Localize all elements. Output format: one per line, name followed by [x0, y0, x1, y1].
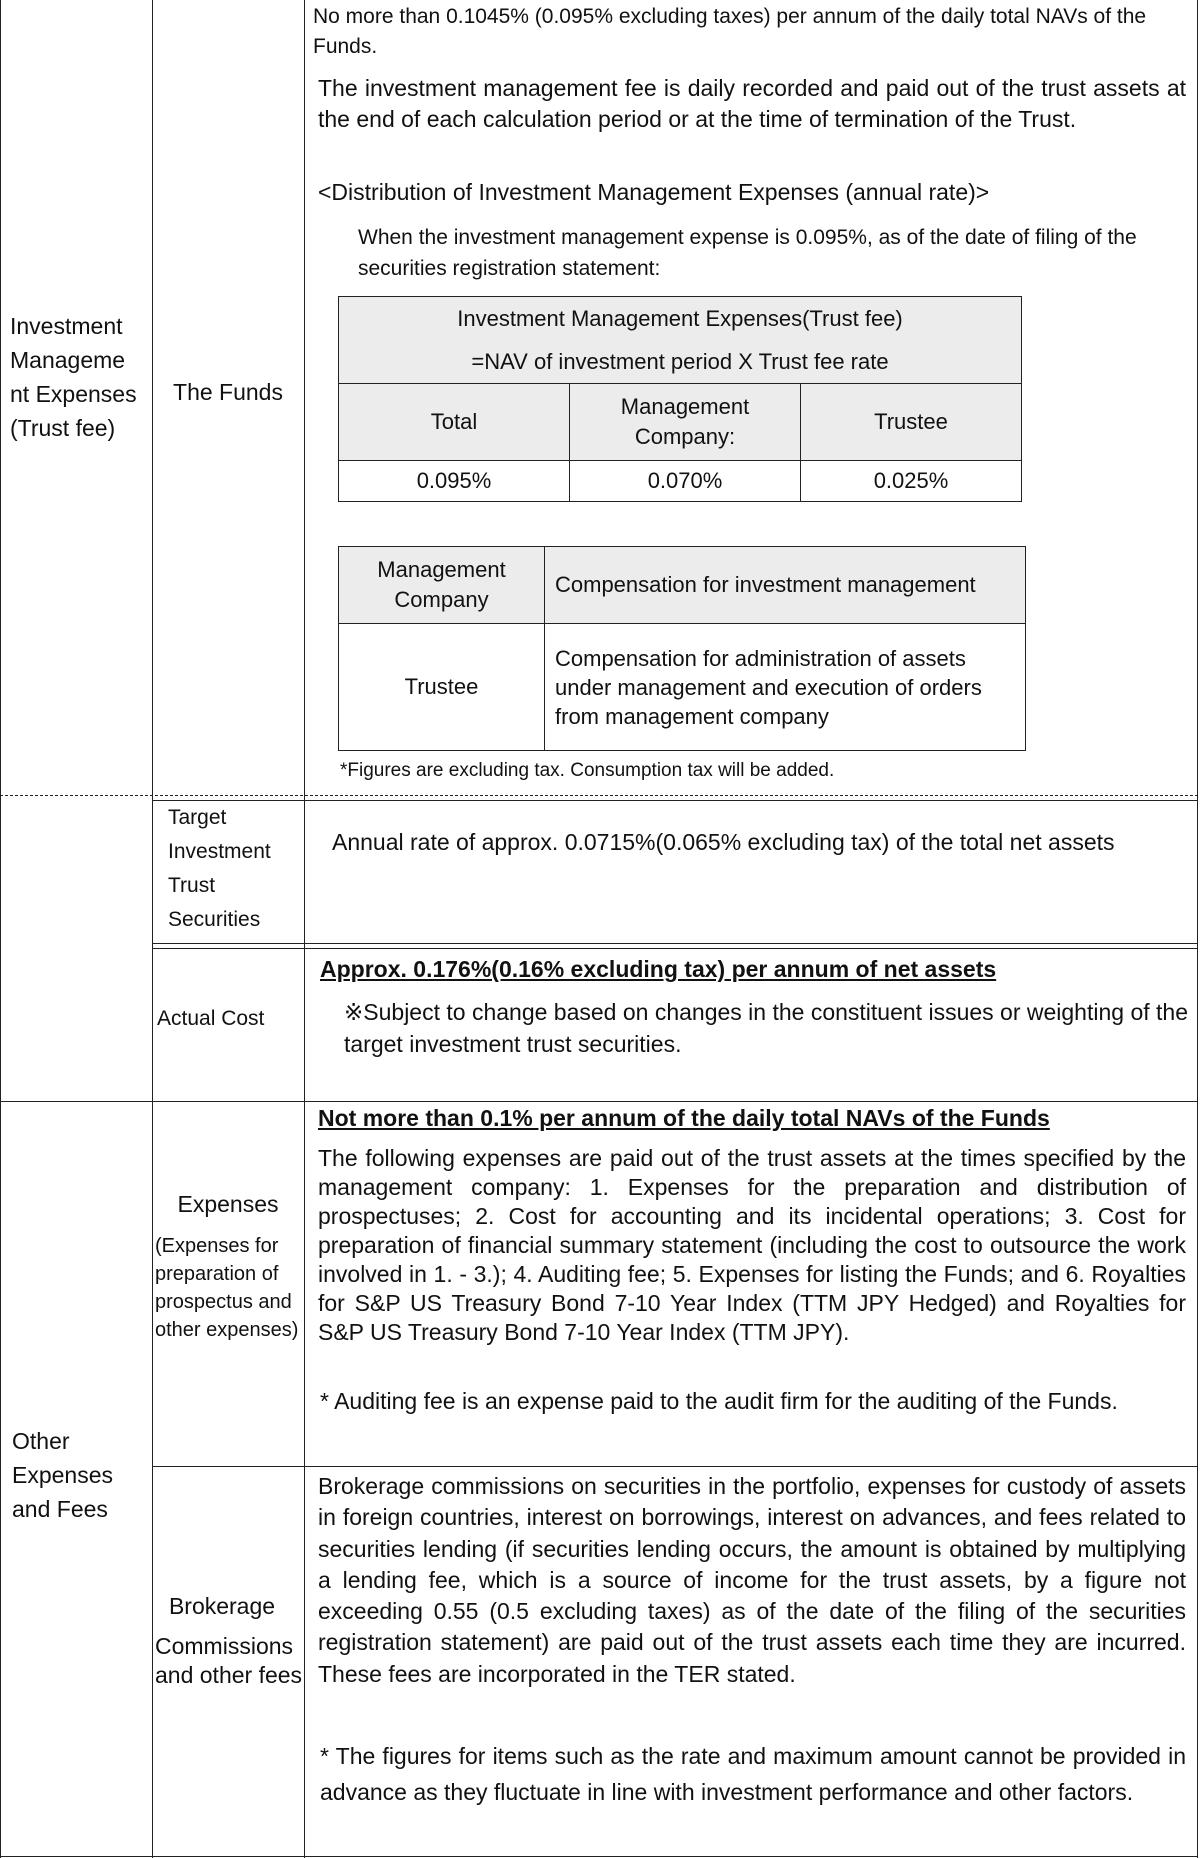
fee-summary: No more than 0.1045% (0.095% excluding taxes) per annum of the daily total NAVs of the Funds.: [313, 5, 1147, 58]
divider-brokerage: [152, 1466, 1198, 1467]
expenses-note: * Auditing fee is an expense paid to the audit firm for the auditing of the Funds.: [320, 1388, 1118, 1414]
divider-target-top-inner: [152, 800, 1198, 801]
role-desc-management: Compensation for investment management: [545, 547, 1026, 624]
bottom-border: [0, 1856, 1198, 1857]
expenses-headline: Not more than 0.1% per annum of the daily total NAVs of the Funds: [318, 1105, 1050, 1131]
col2-divider: [304, 0, 305, 1858]
formula-title-line2: =NAV of investment period X Trust fee rate: [471, 349, 889, 374]
actual-cost-sub-label: Actual Cost: [157, 1007, 265, 1030]
header-management-company: Management Company:: [570, 384, 801, 461]
brokerage-text: Brokerage commissions on securities in the portfolio, expenses for custody of assets in foreign countries, interest on borrowings, interest on advances, and fees related to securities lending (if securities lending occurs, the amount is obtained by multiplying a lending fee, which is a source of income for the trust assets, by a figure not exceeding 0.55 (0.5 excluding taxes) as of the date of the filing of the securities registration statement) are paid out of the trust assets each time they are incurred. These fees are incorporated in the TER stated.: [318, 1473, 1186, 1687]
other-expenses-label: Other Expenses and Fees: [12, 1428, 114, 1522]
funds-sub-label: The Funds: [173, 379, 283, 405]
role-party-management: Management Company: [339, 547, 545, 624]
tax-note: *Figures are excluding tax. Consumption tax will be added.: [340, 760, 835, 781]
distribution-intro: When the investment management expense is 0.095%, as of the date of filing of the securities registration statement:: [358, 226, 1137, 280]
divider-actual-cost-a: [152, 943, 1198, 944]
distribution-title: <Distribution of Investment Management Expenses (annual rate)>: [318, 179, 990, 205]
header-trustee: Trustee: [801, 384, 1022, 461]
role-party-trustee: Trustee: [339, 624, 545, 751]
value-total: 0.095%: [339, 461, 570, 502]
divider-actual-cost-b: [152, 948, 1198, 949]
left-border: [0, 0, 1, 1858]
actual-cost-headline: Approx. 0.176%(0.16% excluding tax) per annum of net assets: [320, 956, 997, 982]
expenses-text: The following expenses are paid out of the trust assets at the times specified by the management company: 1. Expenses for the preparation and distribution of prospectuses; 2. Cost for accounting and its incidental operations; 3. Cost for preparation of financial summary statement (including the cost to outsource the work involved in 1. - 3.); 4. Auditing fee; 5. Expenses for listing the Funds; and 6. Royalties for S&P US Treasury Bond 7-10 Year Index (TTM JPY Hedged) and Royalties for S&P US Treasury Bond 7-10 Year Index (TTM JPY).: [318, 1145, 1186, 1345]
brokerage-sub-label-detail: Commissions and other fees: [155, 1633, 303, 1688]
role-table: [338, 546, 1026, 751]
divider-after-investment: [0, 795, 1198, 796]
header-total: Total: [339, 384, 570, 461]
expenses-sub-label-detail: (Expenses for preparation of prospectus and other expenses): [155, 1235, 299, 1341]
formula-title-cell: [339, 297, 1022, 384]
formula-title-line1: Investment Management Expenses(Trust fee): [457, 306, 903, 331]
investment-mgmt-label: Investment Manageme nt Expenses (Trust fee): [10, 313, 137, 441]
col1-divider: [152, 0, 153, 1858]
role-desc-trustee: Compensation for administration of assets under management and execution of orders from management company: [545, 624, 1026, 751]
brokerage-note: * The figures for items such as the rate and maximum amount cannot be provided in advance as they fluctuate in line with investment performance and other factors.: [320, 1743, 1186, 1805]
right-border: [1197, 0, 1198, 1858]
actual-cost-note: ※Subject to change based on changes in the constituent issues or weighting of the target investment trust securities.: [344, 999, 1188, 1057]
target-trust-sub-label: Target Investment Trust Securities: [168, 806, 271, 931]
recording-text: The investment management fee is daily recorded and paid out of the trust assets at the end of each calculation period or at the time of termination of the Trust.: [318, 75, 1186, 132]
expenses-sub-label: Expenses: [177, 1191, 279, 1217]
brokerage-sub-label: Brokerage: [168, 1593, 276, 1619]
target-trust-text: Annual rate of approx. 0.0715%(0.065% excluding tax) of the total net assets: [332, 829, 1115, 855]
value-management-company: 0.070%: [570, 461, 801, 502]
value-trustee: 0.025%: [801, 461, 1022, 502]
formula-table: [338, 296, 1022, 502]
